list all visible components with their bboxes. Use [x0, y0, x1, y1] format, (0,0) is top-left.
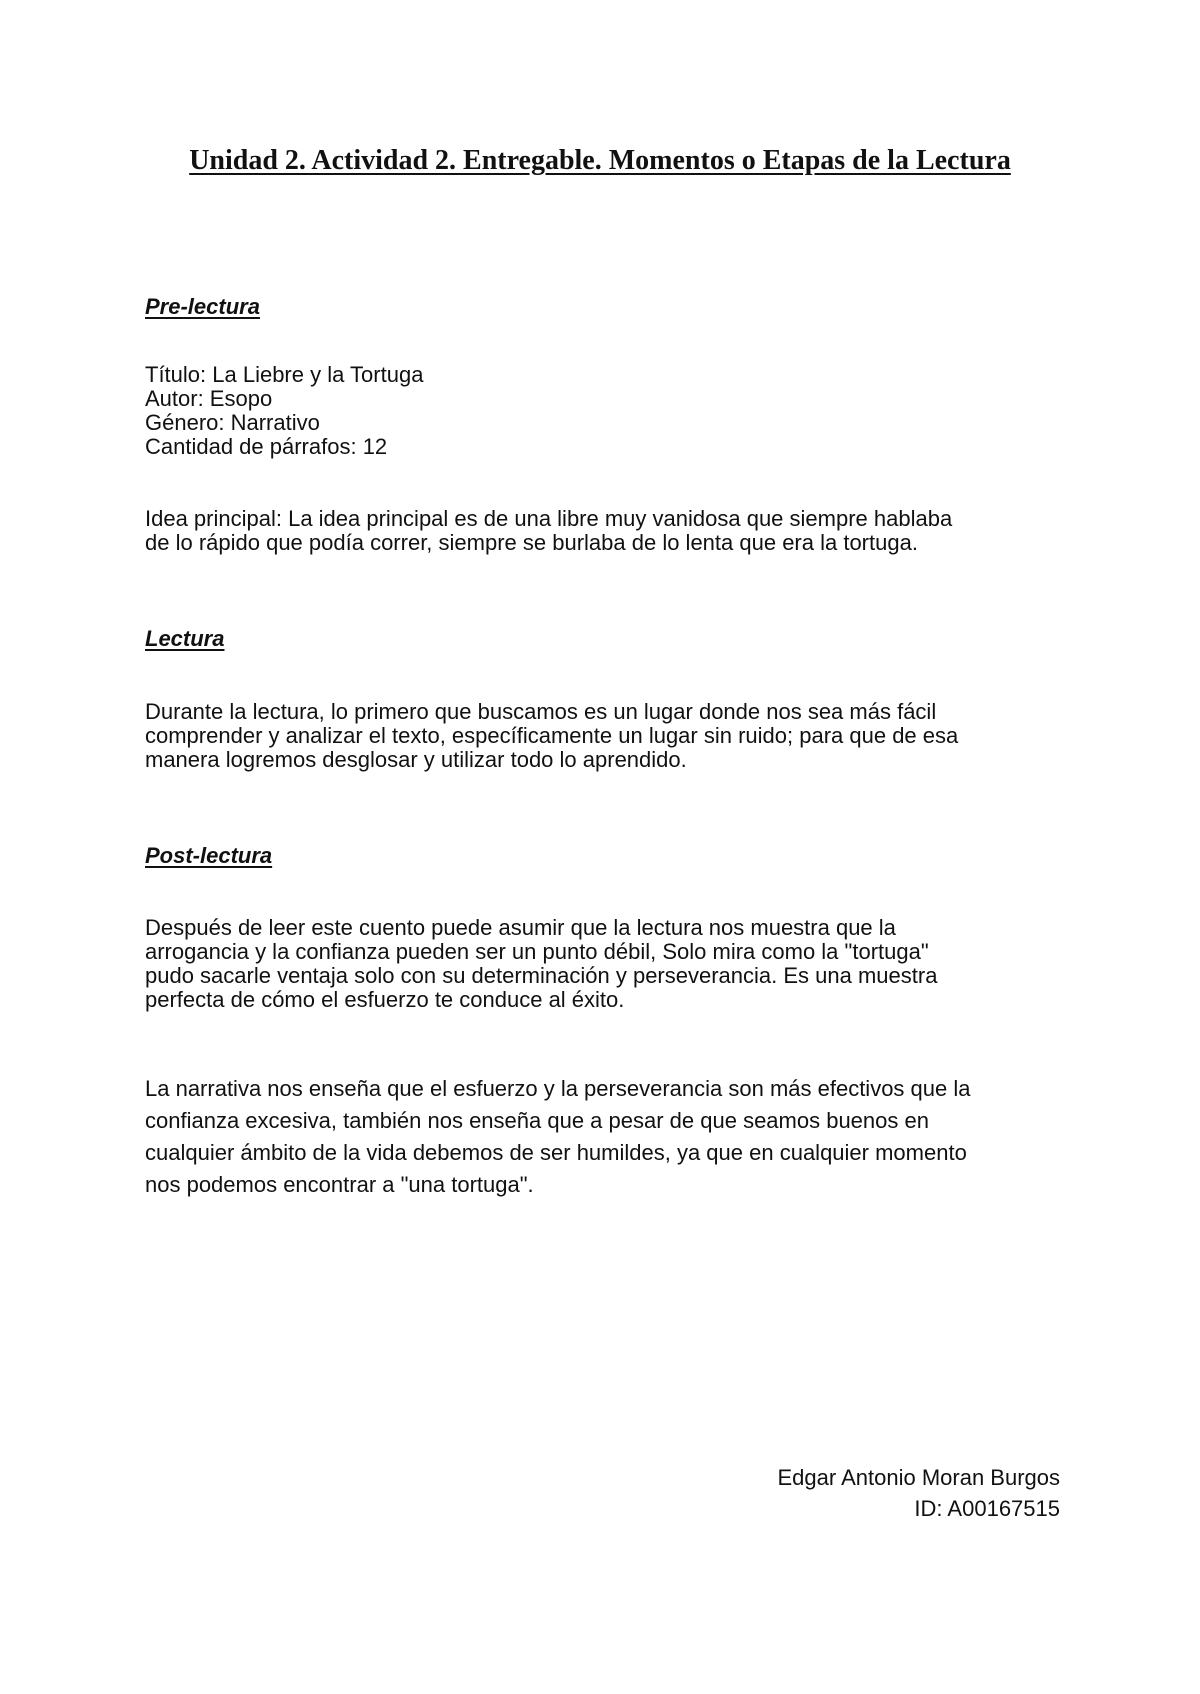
conclusion-line: confianza excesiva, también nos enseña que a pesar de que seamos buenos en	[145, 1108, 929, 1133]
post-lectura-line: Después de leer este cuento puede asumir que la lectura nos muestra que la	[145, 915, 896, 940]
post-lectura-paragraph	[145, 916, 1075, 1012]
post-lectura-line: pudo sacarle ventaja solo con su determinación y perseverancia. Es una muestra	[145, 963, 938, 988]
author-signature-block	[777, 1462, 1060, 1524]
lectura-line: manera logremos desglosar y utilizar todo lo aprendido.	[145, 747, 687, 772]
conclusion-line: cualquier ámbito de la vida debemos de ser humildes, ya que en cualquier momento	[145, 1140, 967, 1165]
main-idea-line: de lo rápido que podía correr, siempre se burlaba de lo lenta que era la tortuga.	[145, 530, 918, 555]
author-id: ID: A00167515	[914, 1496, 1060, 1521]
document-title: Unidad 2. Actividad 2. Entregable. Momentos o Etapas de la Lectura	[189, 145, 1011, 176]
conclusion-paragraph	[145, 1073, 1075, 1201]
lectura-line: comprender y analizar el texto, específicamente un lugar sin ruido; para que de esa	[145, 723, 959, 748]
book-title-line: Título: La Liebre y la Tortuga	[145, 362, 424, 387]
post-lectura-line: arrogancia y la confianza pueden ser un punto débil, Solo mira como la "tortuga"	[145, 939, 929, 964]
lectura-paragraph	[145, 700, 1075, 772]
post-lectura-line: perfecta de cómo el esfuerzo te conduce al éxito.	[145, 987, 625, 1012]
main-idea-paragraph	[145, 507, 1075, 555]
lectura-line: Durante la lectura, lo primero que buscamos es un lugar donde nos sea más fácil	[145, 699, 937, 724]
paragraph-count-line: Cantidad de párrafos: 12	[145, 434, 388, 459]
book-info-block	[145, 363, 1075, 459]
section-heading-pre-lectura: Pre-lectura	[145, 294, 260, 319]
conclusion-line: nos podemos encontrar a "una tortuga".	[145, 1172, 534, 1197]
main-idea-line: Idea principal: La idea principal es de una libre muy vanidosa que siempre hablaba	[145, 506, 953, 531]
conclusion-line: La narrativa nos enseña que el esfuerzo y la perseverancia son más efectivos que la	[145, 1076, 971, 1101]
author-name: Edgar Antonio Moran Burgos	[777, 1465, 1060, 1490]
book-author-line: Autor: Esopo	[145, 386, 273, 411]
section-heading-lectura: Lectura	[145, 626, 225, 651]
book-genre-line: Género: Narrativo	[145, 410, 320, 435]
section-heading-post-lectura: Post-lectura	[145, 843, 273, 868]
